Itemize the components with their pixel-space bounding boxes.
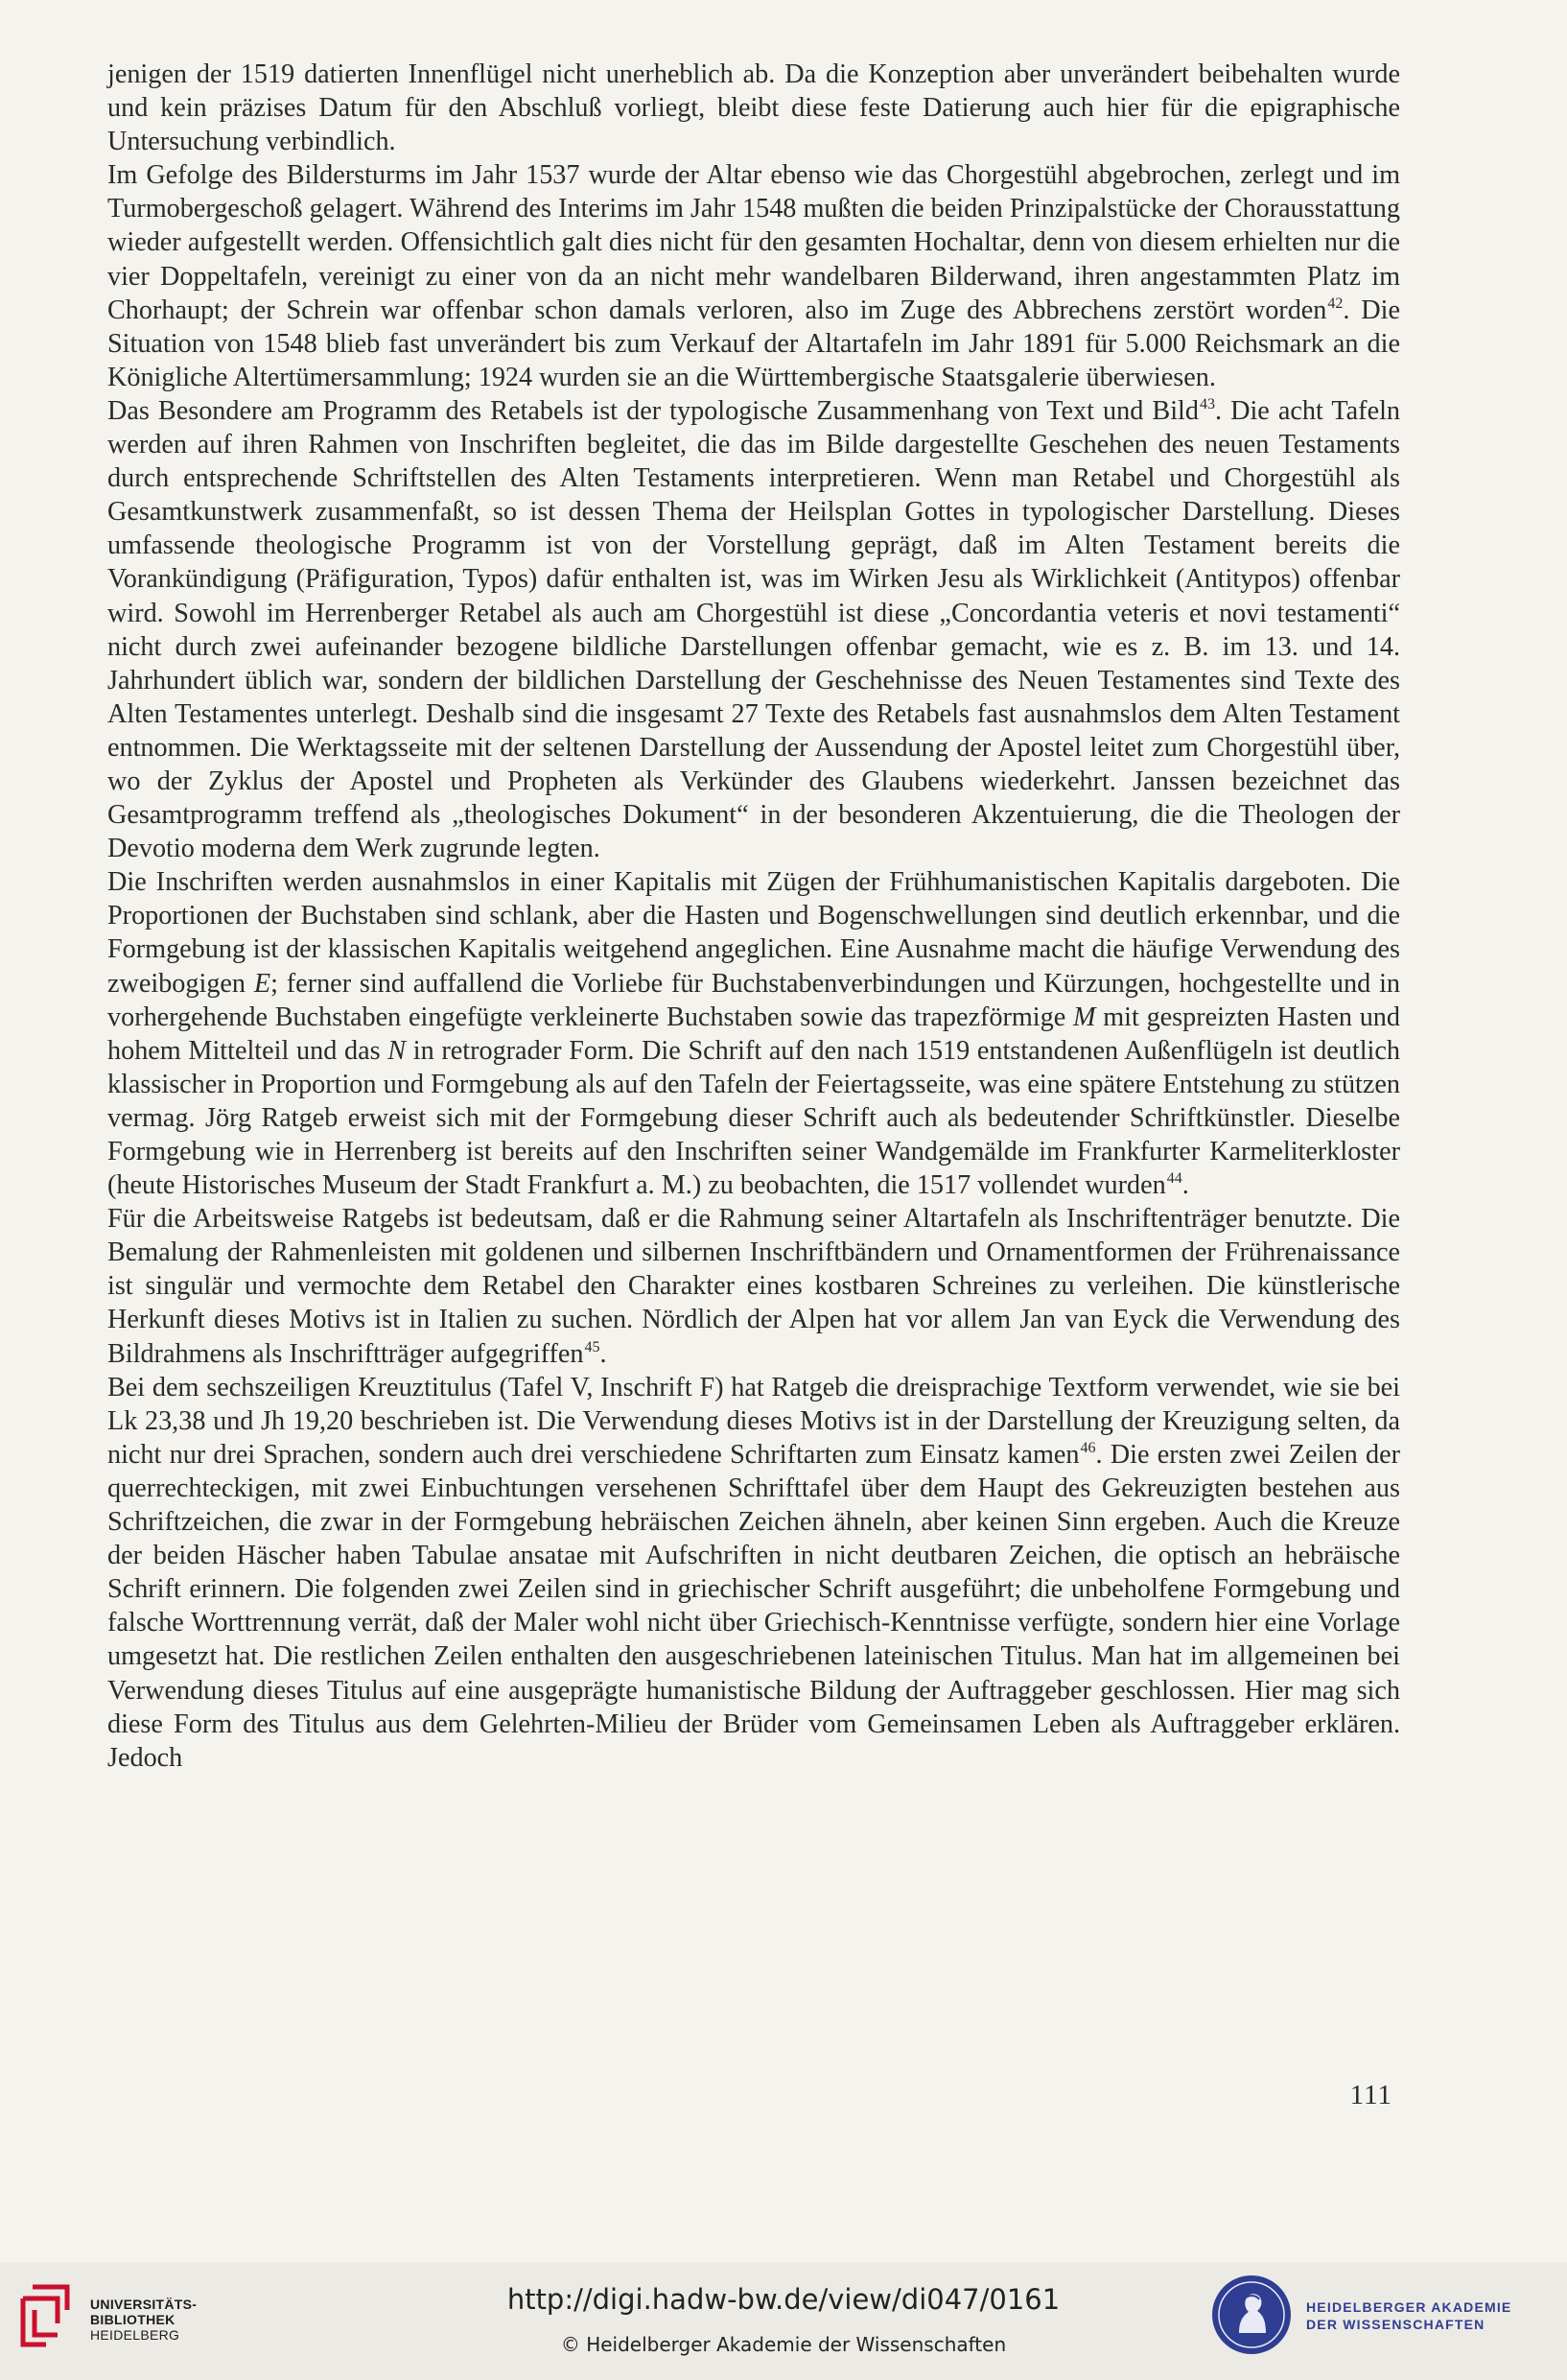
hadw-name-line-2: DER WISSENSCHAFTEN	[1306, 2317, 1485, 2332]
ub-heidelberg-name	[90, 2297, 197, 2343]
paragraph-6-text-a: Bei dem sechszeiligen Kreuztitulus (Tafel V, Inschrift F) hat Ratgeb die dreisprachige Textform verwendet, wie sie bei Lk 23,38 und Jh 19,20 beschrieben ist. Die Verwendung dieses Motivs ist in der Darstellung der Kreuzigung selten, da nicht nur drei Sprachen, sondern auch drei verschiedene Schriftarten zum Einsatz kamen	[107, 1372, 1400, 1470]
paragraph-4-text-c: mit gespreizten Hasten und hohem Mittelteil und das	[107, 1001, 1400, 1066]
paragraph-2-text-a: Im Gefolge des Bildersturms im Jahr 1537 wurde der Altar ebenso wie das Chorgestühl abgebrochen, zerlegt und im Turmobergeschoß gelagert. Während des Interims im Jahr 1548 mußten die beiden Prinzipalstücke der Chorausstattung wieder aufgestellt werden. Offensichtlich galt dies nicht für den gesamten Hochaltar, denn von diesem erhielten nur die vier Doppeltafeln, vereinigt zu einer von da an nicht mehr wandelbaren Bilderwand, ihren angestammten Platz im Chorhaupt; der Schrein war offenbar schon damals verloren, also im Zuge des Abbrechens zerstört worden	[107, 160, 1400, 325]
paragraph-3-text-a: Das Besondere am Programm des Retabels ist der typologische Zusammenhang von Text und Bild	[107, 395, 1199, 426]
letter-e-italic: E	[253, 968, 271, 999]
footnote-ref-45[interactable]: 45	[584, 1338, 600, 1355]
paragraph-1-text: jenigen der 1519 datierten Innenflügel nicht unerheblich ab. Da die Konzeption aber unverändert beibehalten wurde und kein präzises Datum für den Abschluß vorliegt, bleibt diese feste Datierung auch hier für die epigraphische Untersuchung verbindlich.	[107, 59, 1400, 157]
ub-name-line-3: HEIDELBERG	[90, 2327, 180, 2343]
ub-heidelberg-logo-icon[interactable]	[13, 2281, 84, 2352]
hadw-seal-icon[interactable]	[1210, 2274, 1293, 2356]
paragraph-6	[107, 1371, 1400, 1775]
main-text	[107, 58, 1400, 1775]
paragraph-4-text-a: Die Inschriften werden ausnahmslos in einer Kapitalis mit Zügen der Frühhumanistischen Kapitalis dargeboten. Die Proportionen der Buchstaben sind schlank, aber die Hasten und Bogenschwellungen sind deutlich erkennbar, und die Formgebung ist der klassischen Kapitalis weitgehend angeglichen. Eine Ausnahme macht die häufige Verwendung des zweibogigen	[107, 867, 1400, 999]
letter-m-italic: M	[1072, 1001, 1096, 1032]
paragraph-5	[107, 1202, 1400, 1370]
paragraph-4	[107, 865, 1400, 1202]
hadw-name-line-1: HEIDELBERGER AKADEMIE	[1306, 2299, 1512, 2315]
copyright-notice: © Heidelberger Akademie der Wissenschaften	[560, 2333, 1007, 2356]
footnote-ref-43[interactable]: 43	[1199, 395, 1215, 412]
paragraph-3-text-b: . Die acht Tafeln werden auf ihren Rahmen von Inschriften begleitet, die das im Bilde dargestellte Geschehen des neuen Testaments durch entsprechende Schriftstellen des Alten Testaments interpretieren. Wenn man Retabel und Chorgestühl als Gesamtkunstwerk zusammenfaßt, so ist dessen Thema der Heilsplan Gottes in typologischer Darstellung. Dieses umfassende theologische Programm ist von der Vorstellung geprägt, daß im Alten Testament bereits die Vorankündigung (Präfiguration, Typos) dafür enthalten ist, was im Wirken Jesu als Wirklichkeit (Antitypos) offenbar wird. Sowohl im Herrenberger Retabel als auch am Chorgestühl ist diese „Concordantia veteris et novi testamenti“ nicht durch zwei aufeinander bezogene bildliche Darstellungen offenbar gemacht, wie es z. B. im 13. und 14. Jahrhundert üblich war, sondern der bildlichen Darstellung der Geschehnisse des Neuen Testamentes sind Texte des Alten Testamentes unterlegt. Deshalb sind die insgesamt 27 Texte des Retabels fast ausnahmslos dem Alten Testament entnommen. Die Werktagsseite mit der seltenen Darstellung der Aussendung der Apostel leitet zum Chorgestühl über, wo der Zyklus der Apostel und Propheten als Verkünder des Glaubens wiederkehrt. Janssen bezeichnet das Gesamtprogramm treffend als „theologisches Dokument“ in der besonderen Akzentuierung, die die Theologen der Devotio moderna dem Werk zugrunde legten.	[107, 395, 1401, 864]
paragraph-4-text-b: ; ferner sind auffallend die Vorliebe für Buchstabenverbindungen und Kürzungen, hochgestellte und in vorhergehende Buchstaben eingefügte verkleinerte Buchstaben sowie das trapezförmige	[107, 968, 1400, 1032]
paragraph-2-text-b: . Die Situation von 1548 blieb fast unverändert bis zum Verkauf der Altartafeln im Jahr 1891 für 5.000 Reichsmark an die Königliche Altertümersammlung; 1924 wurden sie an die Württembergische Staatsgalerie überwiesen.	[107, 295, 1401, 392]
footnote-ref-46[interactable]: 46	[1080, 1439, 1096, 1456]
paragraph-2	[107, 158, 1400, 394]
paragraph-5-text-a: Für die Arbeitsweise Ratgebs ist bedeutsam, daß er die Rahmung seiner Altartafeln als Inschriftenträger benutzte. Die Bemalung der Rahmenleisten mit goldenen und silbernen Inschriftbändern und Ornamentformen der Frührenaissance ist singulär und vermochte dem Retabel den Charakter eines kostbaren Schreines zu verleihen. Die künstlerische Herkunft dieses Motivs ist in Italien zu suchen. Nördlich der Alpen hat vor allem Jan van Eyck die Verwendung des Bildrahmens als Inschriftträger aufgegriffen	[107, 1204, 1400, 1369]
hadw-name	[1306, 2298, 1511, 2333]
paragraph-1	[107, 58, 1400, 158]
ub-name-line-2: BIBLIOTHEK	[90, 2312, 175, 2327]
letter-n-italic: N	[387, 1035, 407, 1066]
footnote-ref-44[interactable]: 44	[1166, 1170, 1182, 1188]
paragraph-5-text-b: .	[599, 1338, 607, 1369]
digitization-footer	[0, 2262, 1567, 2380]
footnote-ref-42[interactable]: 42	[1327, 295, 1344, 312]
permalink-url[interactable]: http://digi.hadw-bw.de/view/di047/0161	[506, 2283, 1061, 2316]
paragraph-4-text-e: .	[1181, 1170, 1189, 1201]
paragraph-4-text-d: in retrograder Form. Die Schrift auf den nach 1519 entstandenen Außenflügeln ist deutlich klassischer in Proportion und Formgebung als auf den Tafeln der Feiertagsseite, was eine spätere Entstehung zu stützen vermag. Jörg Ratgeb erweist sich mit der Formgebung dieser Schrift auch als bedeutender Schriftkünstler. Dieselbe Formgebung wie in Herrenberg ist bereits auf den Inschriften seiner Wandgemälde im Frankfurter Karmeliterkloster (heute Historisches Museum der Stadt Frankfurt a. M.) zu beobachten, die 1517 vollendet wurden	[107, 1035, 1400, 1201]
paragraph-6-text-b: . Die ersten zwei Zeilen der querrechteckigen, mit zwei Einbuchtungen versehenen Schrifttafel über dem Haupt des Gekreuzigten bestehen aus Schriftzeichen, die zwar in der Formgebung hebräischen Zeichen ähneln, aber keinen Sinn ergeben. Auch die Kreuze der beiden Häscher haben Tabulae ansatae mit Aufschriften in nicht deutbaren Zeichen, die optisch an hebräische Schrift erinnern. Die folgenden zwei Zeilen sind in griechischer Schrift ausgeführt; die unbeholfene Formgebung und falsche Worttrennung verrät, daß der Maler wohl nicht über Griechisch-Kenntnisse verfügte, sondern hier eine Vorlage umgesetzt hat. Die restlichen Zeilen enthalten den ausgeschriebenen lateinischen Titulus. Man hat im allgemeinen bei Verwendung dieses Titulus auf eine ausgeprägte humanistische Bildung der Auftraggeber geschlossen. Hier mag sich diese Form des Titulus aus dem Gelehrten-Milieu der Brüder vom Gemeinsamen Leben als Auftraggeber erklären. Jedoch	[107, 1439, 1400, 1773]
paragraph-3	[107, 394, 1400, 865]
page-number: 111	[1349, 2080, 1392, 2110]
ub-name-line-1: UNIVERSITÄTS-	[90, 2297, 198, 2312]
